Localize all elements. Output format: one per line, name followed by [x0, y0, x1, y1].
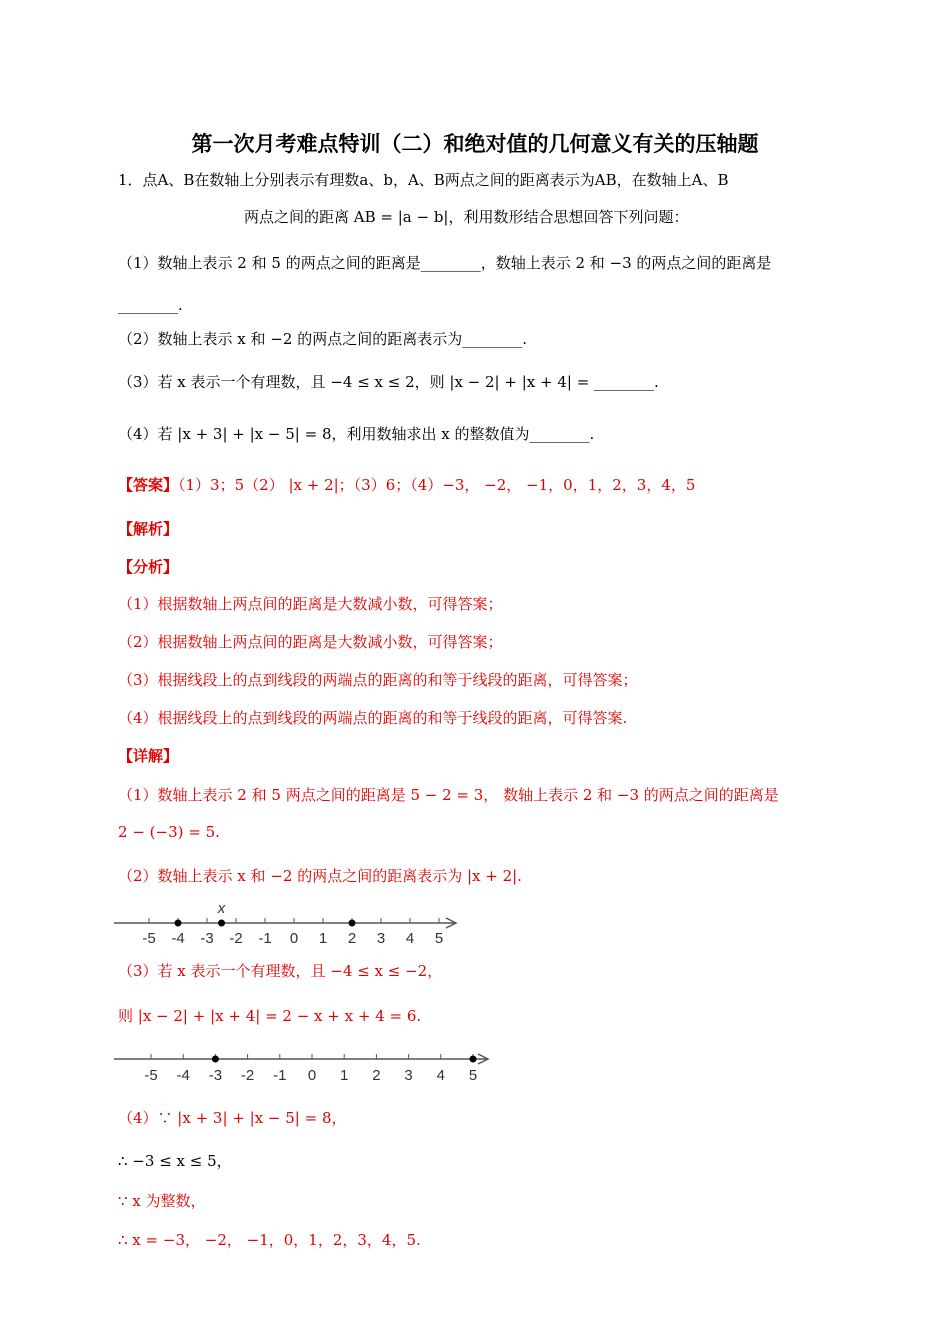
detail-4-line-3: ∵ x 为整数，	[118, 1192, 206, 1210]
fenxi-heading: 【分析】	[118, 558, 179, 576]
tick-label: 2	[347, 930, 357, 947]
tick-label: 1	[340, 1067, 349, 1084]
detail-4-line-4: ∴ x = −3， −2， −1，0，1，2，3，4，5.	[118, 1231, 421, 1249]
question-1-line-1: （1）数轴上表示 2 和 5 的两点之间的距离是________，数轴上表示 2 和 −3 的两点之间的距离是	[118, 254, 772, 272]
tick-label: 0	[307, 1067, 317, 1084]
tick-label: 5	[468, 1067, 478, 1084]
jiexi-heading: 【解析】	[118, 520, 179, 538]
number-line-2	[110, 1045, 510, 1095]
detail-1-line-1: （1）数轴上表示 2 和 5 两点之间的距离是 5 − 2 = 3， 数轴上表示 2 和 −3 的两点之间的距离是	[118, 786, 779, 804]
point-marker	[212, 1056, 219, 1063]
tick-label: -3	[208, 1067, 223, 1084]
tick-label: 4	[405, 930, 415, 947]
number-line-1	[110, 895, 470, 955]
tick-label: 0	[289, 930, 299, 947]
point-marker	[218, 920, 225, 927]
point-marker	[175, 920, 182, 927]
tick-label: -4	[171, 930, 185, 947]
analysis-item-1: （1）根据数轴上两点间的距离是大数减小数，可得答案；	[118, 595, 503, 613]
tick-label: -4	[176, 1067, 190, 1084]
point-label: x	[217, 900, 226, 917]
tick-label: -5	[144, 1067, 158, 1084]
tick-label: -5	[142, 930, 156, 947]
question-intro-line-2: 两点之间的距离 AB = |a − b|，利用数形结合思想回答下列问题：	[244, 208, 689, 226]
question-1-line-2: ________.	[118, 296, 183, 314]
detail-3-line-1: （3）若 x 表示一个有理数，且 −4 ≤ x ≤ −2，	[118, 962, 443, 980]
question-3: （3）若 x 表示一个有理数，且 −4 ≤ x ≤ 2，则 |x − 2| + |x + 4| = ________.	[118, 373, 659, 391]
tick-label: -1	[273, 1067, 287, 1084]
page-title: 第一次月考难点特训（二）和绝对值的几何意义有关的压轴题	[191, 132, 759, 156]
detail-1-line-2: 2 − (−3) = 5.	[118, 823, 220, 841]
question-2: （2）数轴上表示 x 和 −2 的两点之间的距离表示为________.	[118, 330, 527, 348]
detail-4-line-2: ∴ −3 ≤ x ≤ 5，	[118, 1152, 232, 1170]
answer-label: 【答案】	[118, 476, 179, 494]
tick-label: -2	[240, 1067, 255, 1084]
tick-label: 4	[436, 1067, 445, 1084]
point-marker	[470, 1056, 477, 1063]
tick-label: 3	[404, 1067, 413, 1084]
tick-label: 1	[318, 930, 328, 947]
tick-label: 3	[376, 930, 386, 947]
point-marker	[349, 920, 356, 927]
analysis-item-4: （4）根据线段上的点到线段的两端点的距离的和等于线段的距离，可得答案.	[118, 709, 628, 727]
detail-4-line-1: （4）∵ |x + 3| + |x − 5| = 8，	[118, 1109, 347, 1127]
tick-label: -2	[229, 930, 243, 947]
detail-3-line-2: 则 |x − 2| + |x + 4| = 2 − x + x + 4 = 6.	[118, 1007, 422, 1025]
detail-2: （2）数轴上表示 x 和 −2 的两点之间的距离表示为 |x + 2|.	[118, 867, 522, 885]
answer-line	[118, 475, 695, 495]
question-intro-line-1: 1．点A、B在数轴上分别表示有理数a、b，A、B两点之间的距离表示为AB，在数轴上A、B	[118, 171, 729, 189]
tick-label: 5	[434, 930, 444, 947]
question-4: （4）若 |x + 3| + |x − 5| = 8，利用数轴求出 x 的整数值为________.	[118, 425, 595, 443]
tick-label: 2	[372, 1067, 381, 1084]
analysis-item-2: （2）根据数轴上两点间的距离是大数减小数，可得答案；	[118, 633, 503, 651]
detail-heading: 【详解】	[118, 747, 179, 765]
analysis-item-3: （3）根据线段上的点到线段的两端点的距离的和等于线段的距离，可得答案；	[118, 671, 638, 689]
answer-text: （1）3；5（2） |x + 2|；（3）6；（4）−3， −2， −1，0，1，2，3，4，5	[178, 476, 696, 494]
tick-label: -1	[258, 930, 272, 947]
tick-label: -3	[200, 930, 214, 947]
